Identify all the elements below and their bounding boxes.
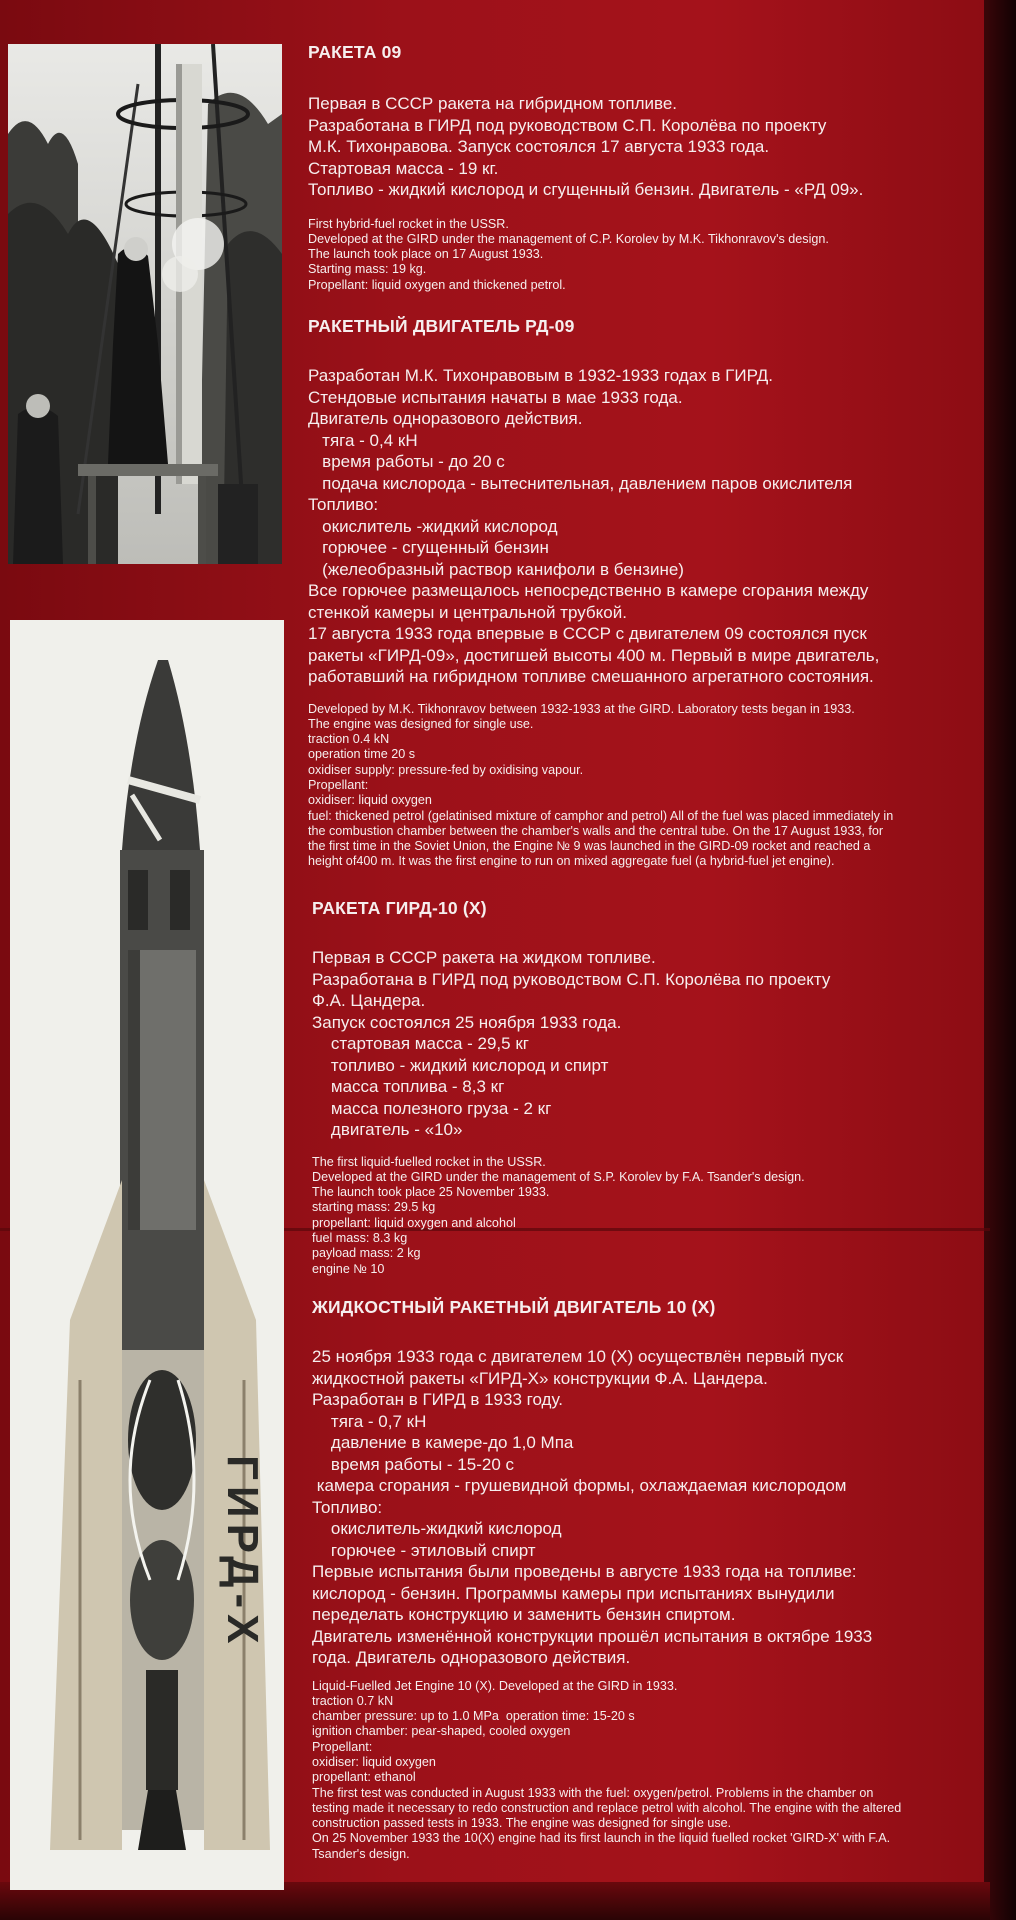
- section-heading: РАКЕТА ГИРД-10 (Х): [312, 898, 487, 918]
- section-heading: РАКЕТА 09: [308, 42, 402, 62]
- photo-gird-x-cutaway: [10, 620, 284, 1890]
- english-text: Developed by M.K. Tikhonravov between 1932-1933 at the GIRD. Laboratory tests began in 1933. The engine was designed for single use. traction 0.4 kN operation time 20 s oxidiser supply: pressure-fed by oxidising vapour. Propellant: oxidiser: liquid oxygen fuel: thickened petrol (gelatinised mixture of camphor and petrol) All of the fuel was placed immediately in the combustion chamber between the chamber's walls and the central tube. On the 17 August 1933, for the first time in the Soviet Union, the Engine № 9 was launched in the GIRD-09 rocket and reached a height of400 m. It was the first engine to run on mixed aggregate fuel (a hybrid-fuel jet engine).: [308, 701, 894, 869]
- section-rocket-gird-10: [312, 898, 972, 1277]
- russian-text: Первая в СССР ракета на жидком топливе. Разработана в ГИРД под руководством С.П. Королёва по проекту Ф.А. Цандера. Запуск состоялся 25 ноября 1933 года. стартовая масса - 29,5 кг топливо - жидкий кислород и спирт масса топлива - 8,3 кг масса полезного груза - 2 кг двигатель - «10»: [312, 948, 831, 1139]
- panel-edge-shadow: [984, 0, 1016, 1920]
- section-engine-rd-09: [308, 316, 968, 870]
- section-heading: ЖИДКОСТНЫЙ РАКЕТНЫЙ ДВИГАТЕЛЬ 10 (Х): [312, 1297, 716, 1317]
- russian-text: Первая в СССР ракета на гибридном топливе. Разработана в ГИРД под руководством С.П. Королёва по проекту М.К. Тихонравова. Запуск состоялся 17 августа 1933 года. Стартовая масса - 19 кг. Топливо - жидкий кислород и сгущенный бензин. Двигатель - «РД 09».: [308, 94, 864, 199]
- english-text: The first liquid-fuelled rocket in the USSR. Developed at the GIRD under the management of S.P. Korolev by F.A. Tsander's design. The launch took place 25 November 1933. starting mass: 29.5 kg propellant: liquid oxygen and alcohol fuel mass: 8.3 kg payload mass: 2 kg engine № 10: [312, 1154, 805, 1276]
- section-rocket-09: [308, 42, 968, 293]
- photo-rocket-09-launch: [8, 44, 282, 564]
- rocket-label: ГИРД-Х: [218, 1455, 267, 1650]
- section-engine-10x: [312, 1297, 972, 1862]
- section-heading: РАКЕТНЫЙ ДВИГАТЕЛЬ РД-09: [308, 316, 575, 336]
- russian-text: Разработан М.К. Тихонравовым в 1932-1933 годах в ГИРД. Стендовые испытания начаты в мае 1933 года. Двигатель одноразового действия. тяга - 0,4 кН время работы - до 20 с подача кислорода - вытеснительная, давлением паров окислителя Топливо: окислитель -жидкий кислород горючее - сгущенный бензин (желеобразный раствор канифоли в бензине) Все горючее размещалось непосредственно в камере сгорания между стенкой камеры и центральной трубкой. 17 августа 1933 года впервые в СССР с двигателем 09 состоялся пуск ракеты «ГИРД-09», достигшей высоты 400 м. Первый в мире двигатель, работавший на гибридном топливе смешанного агрегатного состояния.: [308, 366, 880, 686]
- english-text: First hybrid-fuel rocket in the USSR. Developed at the GIRD under the management of C.P. Korolev by M.K. Tikhonravov's design. The launch took place on 17 August 1933. Starting mass: 19 kg. Propellant: liquid oxygen and thickened petrol.: [308, 216, 829, 292]
- russian-text: 25 ноября 1933 года с двигателем 10 (Х) осуществлён первый пуск жидкостной ракеты «ГИРД-Х» конструкции Ф.А. Цандера. Разработан в ГИРД в 1933 году. тяга - 0,7 кН давление в камере-до 1,0 Мпа время работы - 15-20 с камера сгорания - грушевидной формы, охлаждаемая кислородом Топливо: окислитель-жидкий кислород горючее - этиловый спирт Первые испытания были проведены в августе 1933 года на топливе: кислород - бензин. Программы камеры при испытаниях вынудили переделать конструкцию и заменить бензин спиртом. Двигатель изменённой конструкции прошёл испытания в октябре 1933 года. Двигатель одноразового действия.: [312, 1347, 873, 1667]
- english-text: Liquid-Fuelled Jet Engine 10 (X). Developed at the GIRD in 1933. traction 0.7 kN chamber pressure: up to 1.0 MPa operation time: 15-20 s ignition chamber: pear-shaped, cooled oxygen Propellant: oxidiser: liquid oxygen propellant: ethanol The first test was conducted in August 1933 with the fuel: oxygen/petrol. Problems in the chamber on testing made it necessary to redo construction and replace petrol with alcohol. The engine with the altered construction passed tests in 1933. The engine was designed for single use. On 25 November 1933 the 10(X) engine had its first launch in the liquid fuelled rocket 'GIRD-X' with F.A. Tsander's design.: [312, 1678, 902, 1861]
